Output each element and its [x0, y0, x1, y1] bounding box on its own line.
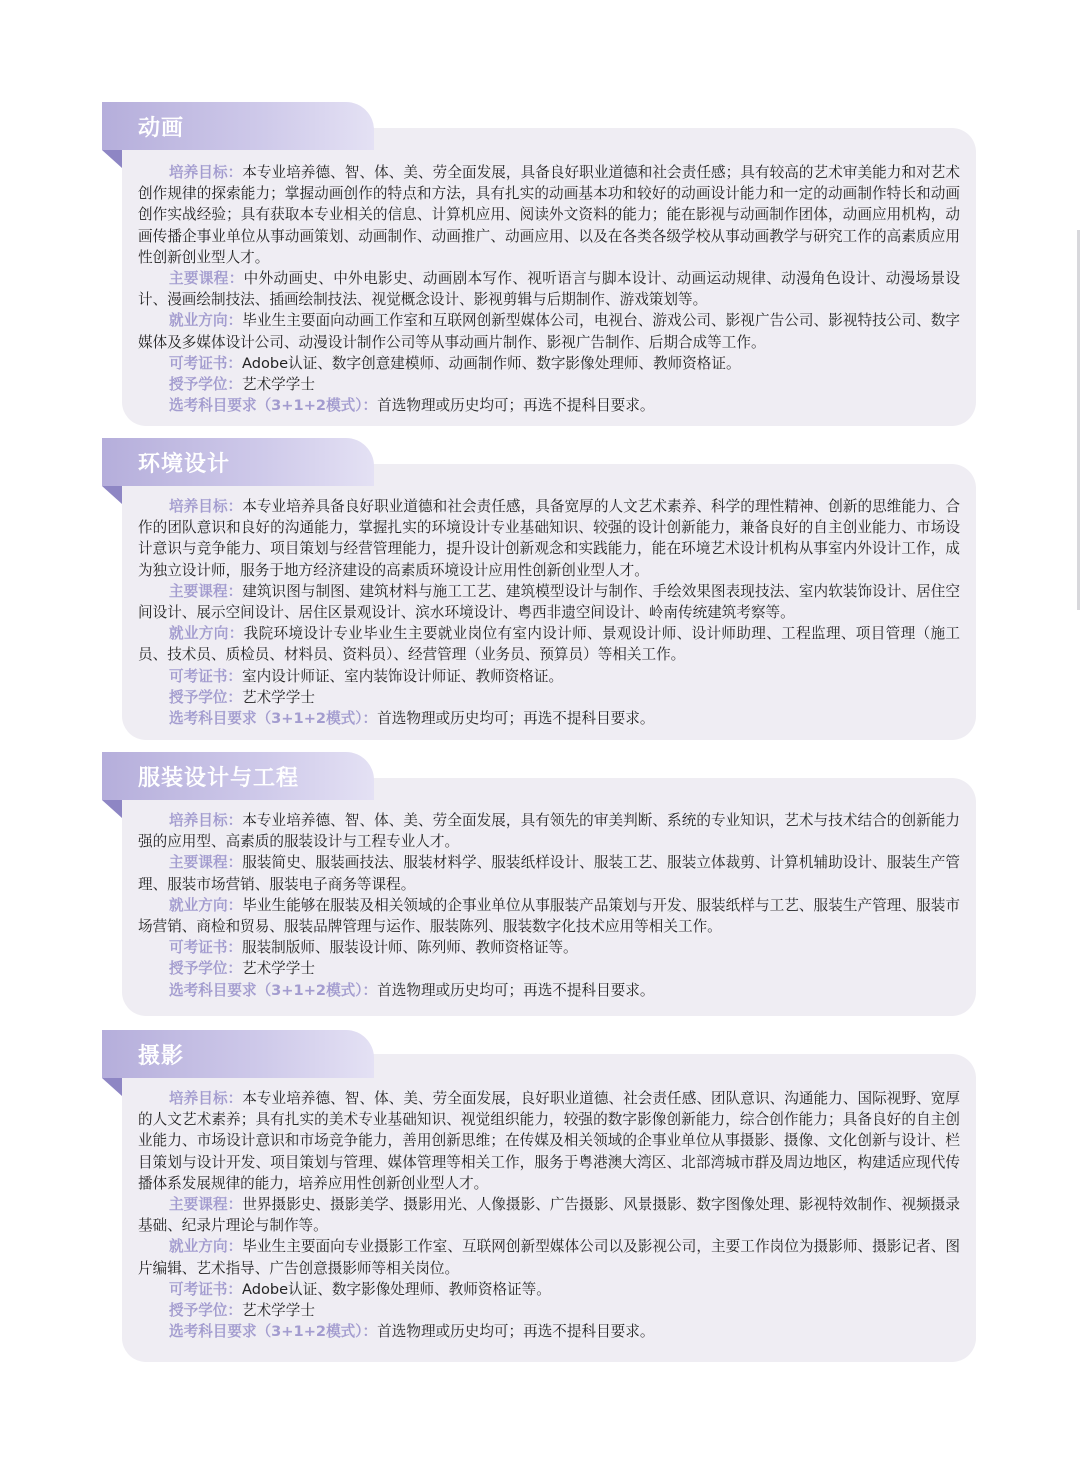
item-label: 培养目标：	[169, 498, 243, 515]
tab-fold	[102, 800, 122, 818]
item-label: 主要课程：	[169, 270, 244, 288]
main-courses	[138, 1194, 960, 1236]
subject-requirement	[138, 1321, 960, 1342]
section-tab	[102, 1030, 374, 1078]
item-label: 选考科目要求（3+1+2模式）：	[169, 981, 378, 999]
item-text: 艺术学学士	[241, 688, 315, 706]
item-text: 服装制版师、服装设计师、陈列师、教师资格证等。	[241, 939, 578, 957]
career-direction	[138, 1236, 960, 1278]
item-label: 授予学位：	[169, 960, 242, 978]
item-label: 培养目标：	[169, 164, 243, 181]
subject-requirement	[138, 708, 960, 729]
item-label: 可考证书：	[169, 1280, 242, 1298]
item-text: 首选物理或历史均可；再选不提科目要求。	[377, 397, 655, 415]
career-direction	[138, 623, 960, 665]
item-label: 可考证书：	[169, 667, 242, 685]
item-text: 建筑识图与制图、建筑材料与施工工艺、建筑模型设计与制作、手绘效果图表现技法、室内软装饰设计、居住空间设计、展示空间设计、居住区景观设计、滨水环境设计、粤西非遗空间设计、岭南传统建筑考察等。	[138, 582, 960, 622]
degree	[138, 374, 960, 395]
training-goal	[138, 162, 960, 268]
item-label: 就业方向：	[169, 1238, 243, 1256]
item-text: 首选物理或历史均可；再选不提科目要求。	[377, 1323, 655, 1341]
section-tab	[102, 752, 374, 800]
item-text: 艺术学学士	[241, 376, 315, 394]
item-label: 主要课程：	[169, 854, 243, 872]
certificates	[138, 1279, 960, 1300]
item-text: 中外动画史、中外电影史、动画剧本写作、视听语言与脚本设计、动画运动规律、动漫角色设计、动漫场景设计、漫画绘制技法、插画绘制技法、视觉概念设计、影视剪辑与后期制作、游戏策划等。	[138, 270, 960, 309]
item-text: 本专业培养德、智、体、美、劳全面发展，良好职业道德、社会责任感、团队意识、沟通能力、国际视野、宽厚的人文艺术素养；具有扎实的美术专业基础知识、视觉组织能力，较强的数字影像创新能力，综合创作能力；具备良好的自主创业能力、市场设计意识和市场竞争能力，善用创新思维；在传媒及相关领域的企事业单位从事摄影、摄像、文化创新与设计、栏目策划与设计开发、项目策划与管理、媒体管理等相关工作，服务于粤港澳大湾区、北部湾城市群及周边地区，构建适应现代传播体系发展规律的能力，培养应用性创新创业型人才。	[138, 1090, 960, 1192]
item-text: 艺术学学士	[241, 1302, 315, 1320]
tab-fold	[102, 486, 122, 504]
degree	[138, 1300, 960, 1321]
tab-fold	[102, 150, 122, 168]
item-label: 培养目标：	[169, 812, 243, 829]
subject-requirement	[138, 395, 960, 416]
item-label: 就业方向：	[169, 625, 244, 643]
item-label: 选考科目要求（3+1+2模式）：	[169, 710, 378, 728]
training-goal	[138, 810, 960, 852]
career-direction	[138, 310, 960, 352]
item-text: 毕业生能够在服装及相关领域的企事业单位从事服装产品策划与开发、服装纸样与工艺、服装生产管理、服装市场营销、商检和贸易、服装品牌管理与运作、服装陈列、服装数字化技术应用等相关工作。	[138, 896, 960, 936]
item-text: 本专业培养德、智、体、美、劳全面发展，具有领先的审美判断、系统的专业知识，艺术与技术结合的创新能力强的应用型、高素质的服装设计与工程专业人才。	[138, 812, 960, 851]
section-title: 环境设计	[138, 451, 231, 477]
certificates	[138, 937, 960, 958]
section-card	[122, 464, 976, 740]
item-text: Adobe认证、数字创意建模师、动画制作师、数字影像处理师、教师资格证。	[241, 354, 741, 372]
training-goal	[138, 496, 960, 581]
section-card	[122, 1054, 976, 1362]
subject-requirement	[138, 980, 960, 1001]
item-text: 本专业培养德、智、体、美、劳全面发展，具备良好职业道德和社会责任感；具有较高的艺术审美能力和对艺术创作规律的探索能力；掌握动画创作的特点和方法，具有扎实的动画基本功和较好的动画设计能力和一定的动画制作特长和动画创作实战经验；具有获取本专业相关的信息、计算机应用、阅读外文资料的能力；能在影视与动画制作团体，动画应用机构，动画传播企事业单位从事动画策划、动画制作、动画推广、动画应用、以及在各类各级学校从事动画教学与研究工作的高素质应用性创新创业型人才。	[138, 164, 960, 266]
degree	[138, 687, 960, 708]
item-text: 艺术学学士	[241, 960, 315, 978]
item-label: 就业方向：	[169, 896, 243, 914]
item-text: 服装简史、服装画技法、服装材料学、服装纸样设计、服装工艺、服装立体裁剪、计算机辅助设计、服装生产管理、服装市场营销、服装电子商务等课程。	[138, 854, 960, 893]
main-courses	[138, 852, 960, 894]
training-goal	[138, 1088, 960, 1194]
item-text: Adobe认证、数字影像处理师、教师资格证等。	[241, 1280, 551, 1298]
item-label: 选考科目要求（3+1+2模式）：	[169, 1323, 378, 1341]
section-title: 动画	[138, 115, 185, 141]
main-courses	[138, 581, 960, 623]
career-direction	[138, 895, 960, 937]
section-card	[122, 778, 976, 1016]
degree	[138, 958, 960, 979]
tab-fold	[102, 1078, 122, 1096]
item-text: 我院环境设计专业毕业生主要就业岗位有室内设计师、景观设计师、设计师助理、工程监理、项目管理（施工员、技术员、质检员、材料员、资料员）、经营管理（业务员、预算员）等相关工作。	[138, 625, 960, 664]
item-text: 毕业生主要面向动画工作室和互联网创新型媒体公司，电视台、游戏公司、影视广告公司、影视特技公司、数字媒体及多媒体设计公司、动漫设计制作公司等从事动画片制作、影视广告制作、后期合成等工作。	[138, 312, 960, 351]
section-tab	[102, 438, 374, 486]
section-title: 服装设计与工程	[138, 765, 300, 791]
item-label: 就业方向：	[169, 312, 243, 330]
item-label: 授予学位：	[169, 688, 242, 706]
item-text: 首选物理或历史均可；再选不提科目要求。	[377, 981, 655, 999]
section-tab	[102, 102, 374, 150]
item-label: 授予学位：	[169, 376, 242, 394]
item-label: 培养目标：	[169, 1090, 243, 1107]
item-text: 世界摄影史、摄影美学、摄影用光、人像摄影、广告摄影、风景摄影、数字图像处理、影视特效制作、视频摄录基础、纪录片理论与制作等。	[138, 1196, 960, 1235]
section-card	[122, 128, 976, 426]
item-text: 本专业培养具备良好职业道德和社会责任感，具备宽厚的人文艺术素养、科学的理性精神、创新的思维能力、合作的团队意识和良好的沟通能力，掌握扎实的环境设计专业基础知识、较强的设计创新能力，兼备良好的自主创业能力、市场设计意识与竞争能力、项目策划与经营管理能力，提升设计创新观念和实践能力，能在环境艺术设计机构从事室内外设计工作，成为独立设计师，服务于地方经济建设的高素质环境设计应用性创新创业型人才。	[138, 498, 960, 579]
item-text: 毕业生主要面向专业摄影工作室、互联网创新型媒体公司以及影视公司，主要工作岗位为摄影师、摄影记者、图片编辑、艺术指导、广告创意摄影师等相关岗位。	[138, 1238, 960, 1277]
certificates	[138, 666, 960, 687]
item-label: 选考科目要求（3+1+2模式）：	[169, 397, 378, 415]
item-label: 主要课程：	[169, 1196, 243, 1214]
main-courses	[138, 268, 960, 310]
item-label: 可考证书：	[169, 354, 242, 372]
item-text: 首选物理或历史均可；再选不提科目要求。	[377, 710, 655, 728]
item-text: 室内设计师证、室内装饰设计师证、教师资格证。	[241, 667, 564, 685]
item-label: 授予学位：	[169, 1302, 242, 1320]
certificates	[138, 353, 960, 374]
item-label: 可考证书：	[169, 939, 242, 957]
section-title: 摄影	[138, 1043, 185, 1069]
item-label: 主要课程：	[169, 582, 243, 600]
